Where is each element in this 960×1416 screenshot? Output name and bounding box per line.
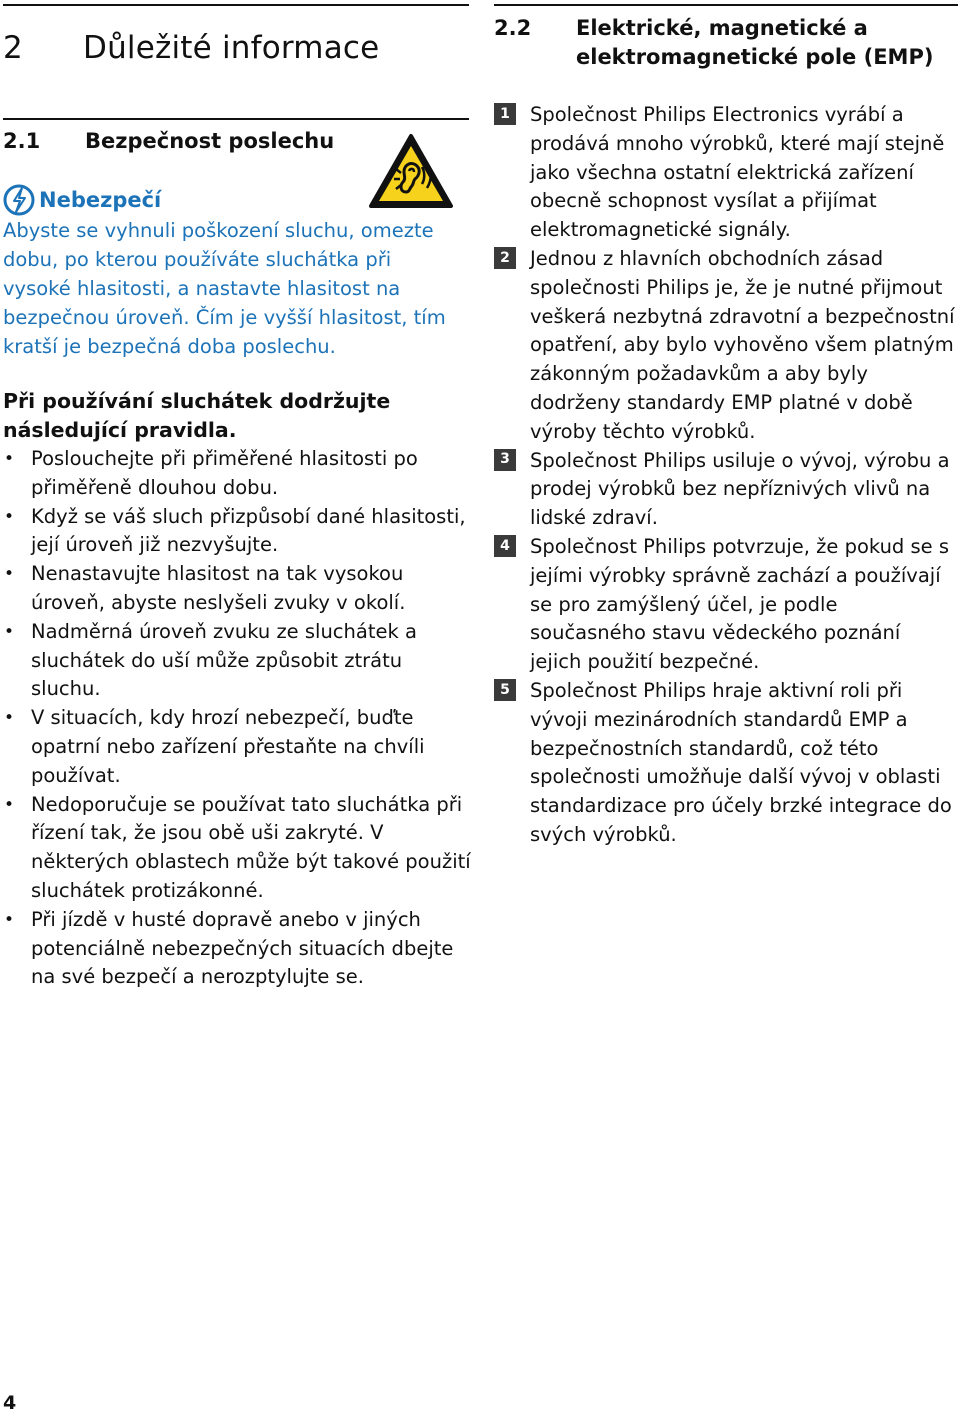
danger-heading [3, 184, 463, 216]
item-number-badge: 1 [494, 103, 516, 125]
item-number-badge: 5 [494, 679, 516, 701]
danger-block [3, 184, 463, 361]
danger-icon [3, 184, 35, 216]
list-item: • Při jízdě v husté dopravě anebo v jiných potenciálně nebezpečných situacích dbejte na své bezpečí a nerozptylujte se. [3, 906, 473, 992]
item-text: Společnost Philips Electronics vyrábí a prodává mnoho výrobků, které mají stejně jako všechna ostatní elektrická zařízení obecně schopnost vysílat a přijímat elektromagnetické signály. [530, 103, 945, 242]
list-item: • Poslouchejte při přiměřené hlasitosti po přiměřeně dlouhou dobu. [3, 445, 473, 503]
list-item: • Nenastavujte hlasitost na tak vysokou úroveň, abyste neslyšeli zvuky v okolí. [3, 560, 473, 618]
section-title: Elektrické, magnetické a elektromagnetické pole (EMP) [576, 16, 934, 69]
page-number: 4 [3, 1392, 17, 1414]
section-title: Bezpečnost poslechu [85, 129, 335, 153]
item-number-badge: 4 [494, 535, 516, 557]
danger-text: Abyste se vyhnuli poškození sluchu, omezte dobu, po kterou používáte sluchátka při vysoké hlasitosti, a nastavte hlasitost na bezpečnou úroveň. Čím je vyšší hlasitost, tím kratší je bezpečná doba poslechu. [3, 219, 446, 358]
rules-heading: Při používání sluchátek dodržujte následující pravidla. [3, 389, 391, 442]
danger-title: Nebezpečí [39, 188, 162, 212]
item-text: Společnost Philips potvrzuje, že pokud se s jejími výrobky správně zachází a používají se pro zamýšlený účel, je podle současného stavu vědeckého poznání jejich použití bezpečné. [530, 534, 950, 674]
item-text: Společnost Philips hraje aktivní roli při vývoji mezinárodních standardů EMP a bezpečnostních standardů, což této společnosti umožňuje další vývoj v oblasti standardizace pro účely brzké integrace do svých výrobků. [530, 678, 952, 846]
list-item: • V situacích, kdy hrozí nebezpečí, buďte opatrní nebo zařízení přestaňte na chvíli používat. [3, 704, 473, 790]
item-number-badge: 2 [494, 247, 516, 269]
list-item [494, 677, 956, 850]
list-item: • Nedoporučuje se používat tato sluchátka při řízení tak, že jsou obě uši zakryté. V některých oblastech může být takové použití sluchátek protizákonné. [3, 791, 473, 906]
section-number: 2.2 [494, 16, 532, 40]
top-rule-left [3, 4, 469, 6]
list-item [494, 533, 956, 677]
top-rule-right [494, 4, 958, 6]
chapter-number: 2 [3, 30, 23, 66]
section-number: 2.1 [3, 129, 41, 153]
list-item: • Když se váš sluch přizpůsobí dané hlasitosti, její úroveň již nezvyšujte. [3, 503, 473, 561]
list-item [494, 245, 956, 447]
item-text: Jednou z hlavních obchodních zásad společnosti Philips je, že je nutné přijmout veškerá nezbytná zdravotní a bezpečnostní opatření, aby bylo vyhověno všem platným zákonným požadavkům a aby byly dodrženy standardy EMP platné v době výroby těchto výrobků. [530, 246, 955, 443]
chapter-title-text: Důležité informace [83, 30, 380, 66]
list-item: • Nadměrná úroveň zvuku ze sluchátek a sluchátek do uší může způsobit ztrátu sluchu. [3, 618, 473, 704]
safety-rules-list [3, 445, 473, 992]
item-number-badge: 3 [494, 449, 516, 471]
chapter-title [3, 30, 379, 66]
section-rule-left [3, 118, 469, 120]
emf-list [494, 101, 956, 850]
list-item [494, 447, 956, 533]
item-text: Společnost Philips usiluje o vývoj, výrobu a prodej výrobků bez nepříznivých vlivů na lidské zdraví. [530, 448, 950, 530]
list-item [494, 101, 956, 245]
section-heading-2-2 [494, 14, 954, 72]
